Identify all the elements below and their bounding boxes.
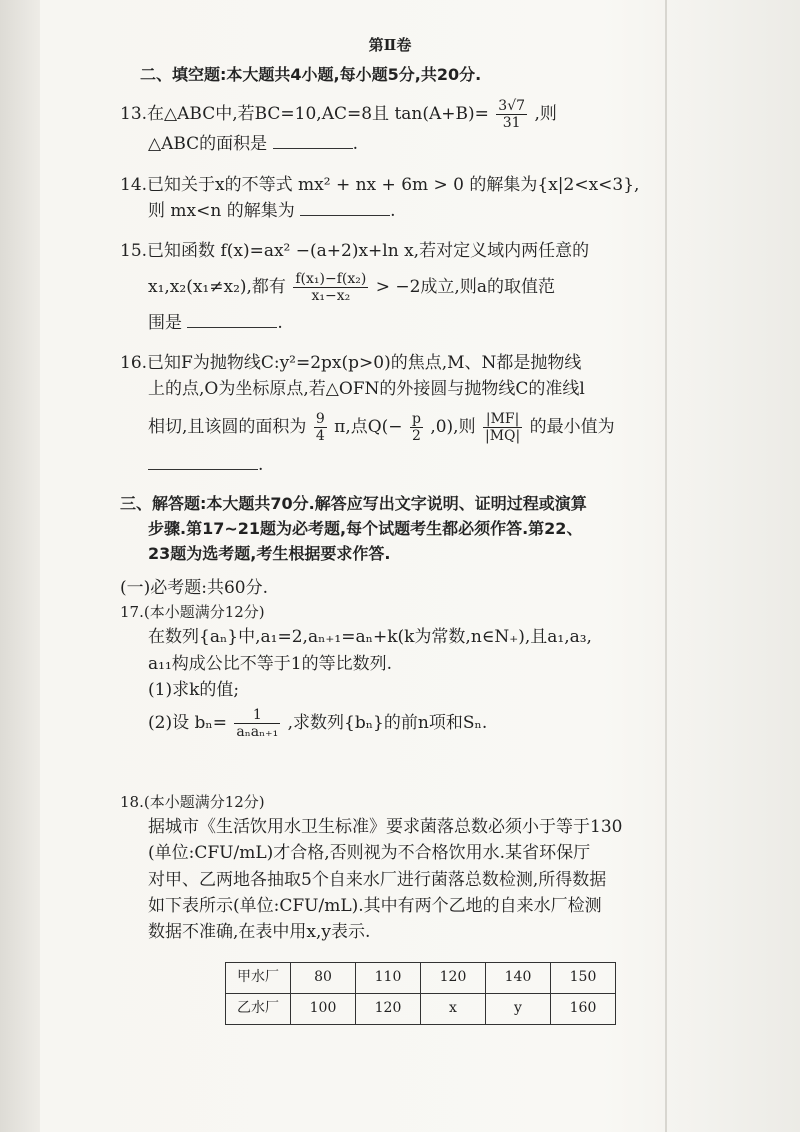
q17-text-2: a₁₁构成公比不等于1的等比数列. bbox=[148, 653, 392, 674]
q15-fraction bbox=[293, 271, 368, 304]
question-16: 16.已知F为抛物线C:y²=2px(p>0)的焦点,M、N都是抛物线 上的点,O为坐标原点,若△OFN的外接圆与抛物线C的准线l 相切,且该圆的面积为 $\frac{9}{4}$ π,点Q(− $\frac{p}{2}$ ,0),则 $\frac{|MF|}{|MQ|}$ 的最小值为 . bbox=[120, 350, 660, 478]
q18-header: 18.(本小题满分12分) bbox=[120, 792, 265, 811]
solve-heading-1: 三、解答题:本大题共70分.解答应写出文字说明、证明过程或演算 bbox=[120, 494, 587, 514]
q13-text-1: 13.在△ABC中,若BC=10,AC=8且 tan(A+B)= bbox=[120, 104, 489, 125]
q13-frac-den: 31 bbox=[502, 115, 521, 132]
q16-frac1-num: 9 bbox=[315, 410, 325, 427]
q15-text-3: 围是 bbox=[148, 312, 182, 333]
required-label: (一)必考题:共60分. bbox=[120, 577, 269, 598]
q17-frac-num: 1 bbox=[234, 707, 280, 724]
table-cell: 100 bbox=[291, 993, 356, 1024]
q18-text-3: 对甲、乙两地各抽取5个自来水厂进行菌落总数检测,所得数据 bbox=[148, 869, 607, 890]
q17-text-part2b: ,求数列{bₙ}的前n项和Sₙ. bbox=[287, 713, 488, 734]
exam-content bbox=[120, 34, 660, 1039]
q18-text-5: 数据不准确,在表中用x,y表示. bbox=[148, 922, 371, 943]
page-binding-shadow bbox=[0, 0, 40, 1132]
q16-fraction-p bbox=[410, 411, 423, 444]
q15-text-2b: > −2成立,则a的取值范 bbox=[375, 276, 555, 297]
question-14: 14.已知关于x的不等式 mx² + nx + 6m > 0 的解集为{x|2<x<3}, 则 mx<n 的解集为 . bbox=[120, 172, 660, 225]
question-15: 15.已知函数 f(x)=ax² −(a+2)x+ln x,若对定义域内两任意的 x₁,x₂(x₁≠x₂),都有 $\frac{\text{f(x₁)−f(x₂)}}{\text{x₁−x₂}}$ > −2成立,则a的取值范 围是 . bbox=[120, 238, 660, 336]
table-cell: 140 bbox=[486, 962, 551, 993]
q16-frac3-den: |MQ| bbox=[484, 427, 521, 444]
q16-answer-blank bbox=[148, 452, 258, 470]
question-17 bbox=[120, 601, 660, 740]
q15-answer-blank bbox=[187, 310, 277, 328]
q16-frac2-num: p bbox=[411, 410, 421, 427]
solve-heading-3: 23题为选考题,考生根据要求作答. bbox=[148, 543, 391, 563]
q16-fraction-ratio bbox=[483, 411, 522, 444]
q16-text-3a: 相切,且该圆的面积为 bbox=[148, 416, 307, 437]
table-cell: x bbox=[421, 993, 486, 1024]
table-cell: 120 bbox=[421, 962, 486, 993]
solve-heading-2: 步骤.第17~21题为必考题,每个试题考生都必须作答.第22、 bbox=[148, 519, 583, 539]
q15-text-2a: x₁,x₂(x₁≠x₂),都有 bbox=[148, 276, 286, 297]
q16-text-3c: ,0),则 bbox=[430, 416, 476, 437]
table-cell: 110 bbox=[356, 962, 421, 993]
q17-part-1: (1)求k的值; bbox=[148, 680, 240, 701]
q15-text-1: 15.已知函数 f(x)=ax² −(a+2)x+ln x,若对定义域内两任意的 bbox=[120, 241, 590, 262]
q18-text-4: 如下表所示(单位:CFU/mL).其中有两个乙地的自来水厂检测 bbox=[148, 895, 602, 916]
q17-text-part2a: (2)设 bₙ= bbox=[148, 713, 227, 734]
answer-space bbox=[120, 755, 660, 791]
q16-fraction-area bbox=[314, 411, 327, 444]
fill-in-heading: 二、填空题:本大题共4小题,每小题5分,共20分. bbox=[140, 65, 482, 85]
table-row bbox=[226, 962, 616, 993]
q16-text-2: 上的点,O为坐标原点,若△OFN的外接圆与抛物线C的准线l bbox=[148, 379, 585, 400]
table-row bbox=[226, 993, 616, 1024]
q17-frac-den: aₙaₙ₊₁ bbox=[236, 724, 279, 741]
row-label: 乙水厂 bbox=[226, 993, 291, 1024]
q13-text-1-end: ,则 bbox=[534, 104, 557, 125]
q13-frac-num: 3√7 bbox=[498, 98, 526, 115]
q13-text-2: △ABC的面积是 bbox=[148, 134, 268, 155]
table-cell: 120 bbox=[356, 993, 421, 1024]
table-cell: 150 bbox=[551, 962, 616, 993]
q16-text-1: 16.已知F为抛物线C:y²=2px(p>0)的焦点,M、N都是抛物线 bbox=[120, 353, 582, 374]
question-18 bbox=[120, 791, 660, 1025]
q16-frac3-num: |MF| bbox=[483, 411, 522, 428]
q16-frac1-den: 4 bbox=[315, 427, 325, 444]
question-13: 13.在△ABC中,若BC=10,AC=8且 tan(A+B)= $\frac{3√7}{31}$ ,则 △ABC的面积是 . bbox=[120, 98, 557, 155]
q16-frac2-den: 2 bbox=[411, 427, 421, 444]
data-table-wrapper bbox=[225, 962, 660, 1025]
bacteria-data-table bbox=[225, 962, 616, 1025]
table-cell: 160 bbox=[551, 993, 616, 1024]
q14-answer-blank bbox=[300, 198, 390, 216]
q15-frac-num: f(x₁)−f(x₂) bbox=[295, 270, 367, 287]
q16-text-3b: π,点Q(− bbox=[334, 416, 403, 437]
solve-heading bbox=[120, 492, 660, 566]
q17-header: 17.(本小题满分12分) bbox=[120, 603, 265, 622]
row-label: 甲水厂 bbox=[226, 962, 291, 993]
q17-text-1: 在数列{aₙ}中,a₁=2,aₙ₊₁=aₙ+k(k为常数,n∈N₊),且a₁,a₃, bbox=[148, 627, 592, 648]
q15-frac-den: x₁−x₂ bbox=[311, 287, 351, 304]
q17-fraction bbox=[234, 707, 280, 740]
q16-text-3d: 的最小值为 bbox=[529, 416, 615, 437]
q14-text-1: 14.已知关于x的不等式 mx² + nx + 6m > 0 的解集为{x|2<x<3}, bbox=[120, 174, 640, 195]
q13-answer-blank bbox=[273, 131, 353, 149]
q14-text-2: 则 mx<n 的解集为 bbox=[148, 200, 295, 221]
part-title: 第Ⅱ卷 bbox=[368, 36, 412, 54]
q18-text-2: (单位:CFU/mL)才合格,否则视为不合格饮用水.某省环保厅 bbox=[148, 843, 591, 864]
table-cell: y bbox=[486, 993, 551, 1024]
page-edge-line bbox=[665, 0, 667, 1132]
q18-text-1: 据城市《生活饮用水卫生标准》要求菌落总数必须小于等于130 bbox=[148, 816, 623, 837]
q13-fraction bbox=[496, 98, 527, 131]
table-cell: 80 bbox=[291, 962, 356, 993]
